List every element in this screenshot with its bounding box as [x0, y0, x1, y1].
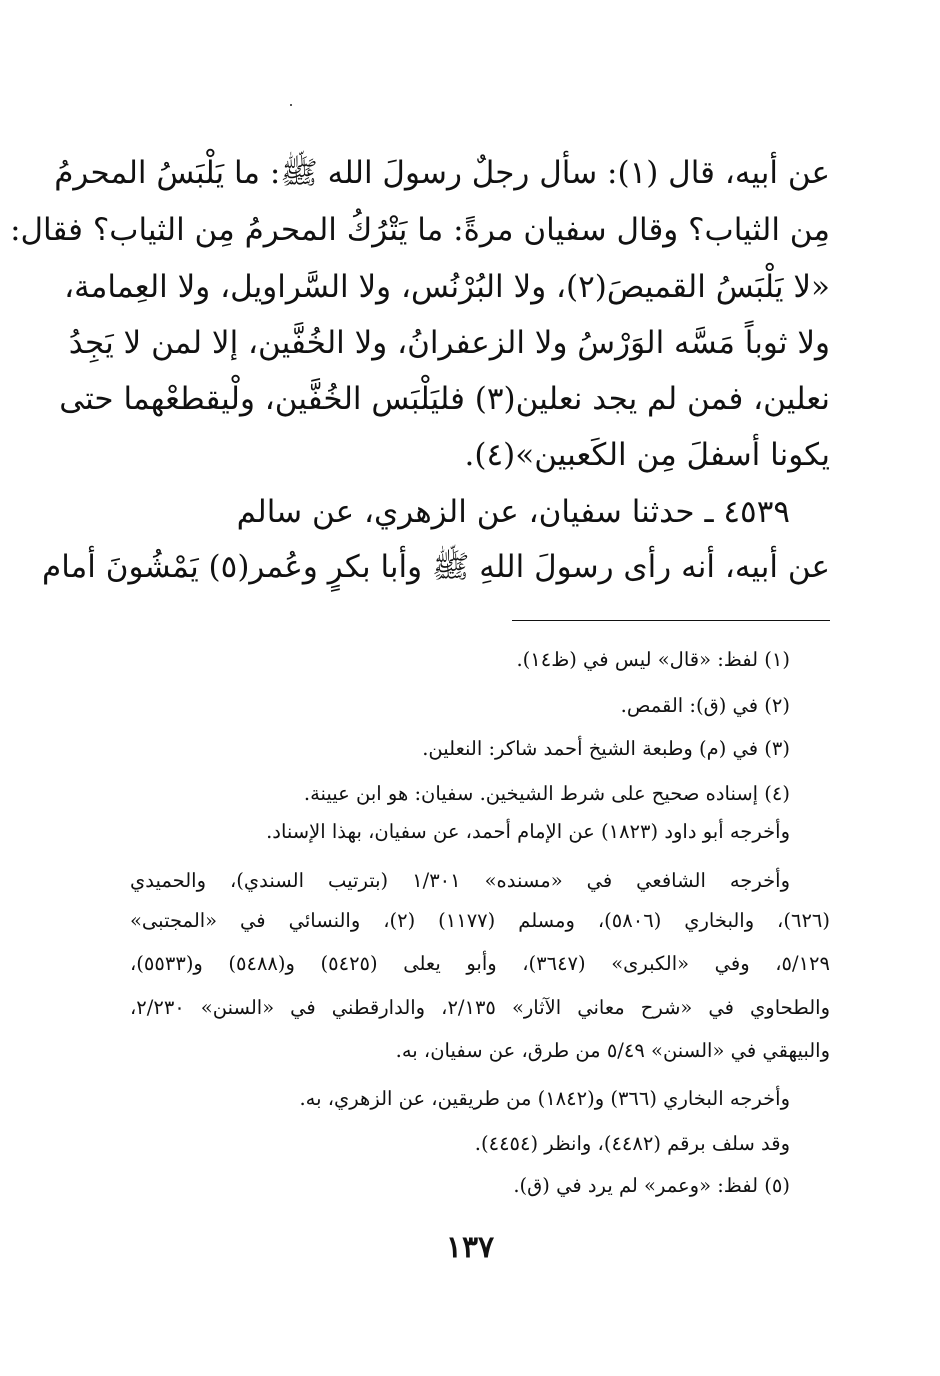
- page-number: ١٣٧: [445, 1230, 495, 1265]
- main-text-line: ولا ثوباً مَسَّه الوَرْسُ ولا الزعفرانُ، ولا الخُفَّين، إلا لمن لا يَجِدُ: [68, 325, 830, 361]
- footnote: (٢) في (ق): القمص.: [620, 694, 790, 717]
- main-text-line: مِن الثياب؟ وقال سفيان مرةً: ما يَتْرُكُ المحرمُ مِن الثياب؟ فقال:: [10, 212, 830, 248]
- footnote: (٣) في (م) وطبعة الشيخ أحمد شاكر: النعلين.: [422, 737, 790, 760]
- footnote: ٥/١٢٩، وفي «الكبرى» (٣٦٤٧)، وأبو يعلى (٥٤٢٥) و(٥٤٨٨) و(٥٥٣٣)،: [130, 952, 830, 975]
- hadith-text-line: عن أبيه، أنه رأى رسولَ اللهِ ﷺ وأبا بكرٍ وعُمر(٥) يَمْشُونَ أمام: [42, 549, 830, 585]
- footnote: وأخرجه الشافعي في «مسنده» ١/٣٠١ (بترتيب السندي)، والحميدي: [130, 869, 791, 892]
- hadith-heading: ٤٥٣٩ ـ حدثنا سفيان، عن الزهري، عن سالم: [236, 494, 790, 530]
- main-text-line: نعلين، فمن لم يجد نعلين(٣) فليَلْبَس الخُفَّين، ولْيقطعْهما حتى: [59, 381, 830, 417]
- main-text-line: عن أبيه، قال (١): سأل رجلٌ رسولَ الله ﷺ: ما يَلْبَسُ المحرمُ: [54, 155, 830, 191]
- footnote: وأخرجه البخاري (٣٦٦) و(١٨٤٢) من طريقين، عن الزهري، به.: [299, 1087, 790, 1110]
- footnote: والطحاوي في «شرح معاني الآثار» ٢/١٣٥، والدارقطني في «السنن» ٢/٢٣٠،: [130, 996, 830, 1019]
- footnote: (٦٢٦)، والبخاري (٥٨٠٦)، ومسلم (١١٧٧) (٢)، والنسائي في «المجتبى»: [130, 909, 830, 932]
- footnote: وقد سلف برقم (٤٤٨٢)، وانظر (٤٤٥٤).: [474, 1132, 790, 1155]
- footnote: وأخرجه أبو داود (١٨٢٣) عن الإمام أحمد، عن سفيان، بهذا الإسناد.: [266, 820, 790, 843]
- footnote: والبيهقي في «السنن» ٥/٤٩ من طرق، عن سفيان، به.: [395, 1039, 830, 1062]
- footnote: (٥) لفظ: «وعمر» لم يرد في (ق).: [513, 1174, 790, 1197]
- footnote: (٤) إسناده صحيح على شرط الشيخين. سفيان: هو ابن عيينة.: [303, 782, 790, 805]
- speck: [290, 104, 292, 106]
- footnote: (١) لفظ: «قال» ليس في (ظ١٤).: [516, 648, 790, 671]
- main-text-line: «لا يَلْبَسُ القميصَ(٢)، ولا البُرْنُس، ولا السَّراويل، ولا العِمامة،: [64, 269, 830, 305]
- main-text-line: يكونا أسفلَ مِن الكَعبين»(٤).: [464, 437, 830, 473]
- footnote-separator: [512, 620, 830, 621]
